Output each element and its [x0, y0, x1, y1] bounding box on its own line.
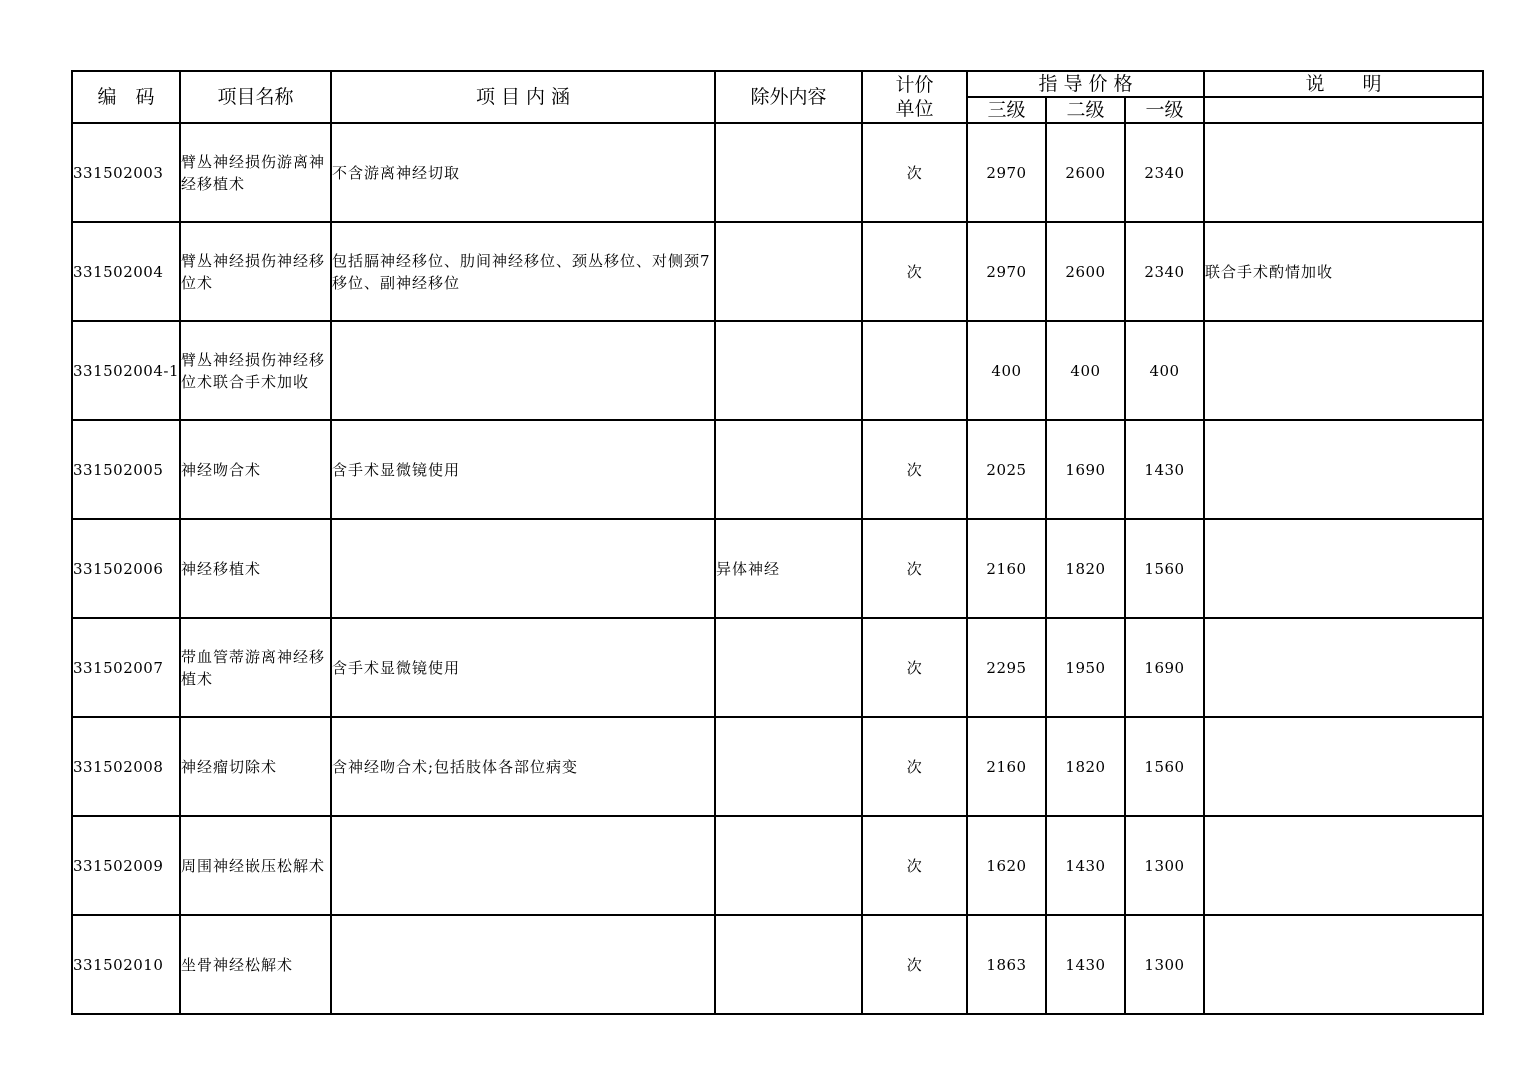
item-content: 包括膈神经移位、肋间神经移位、颈丛移位、对侧颈7移位、副神经移位	[331, 222, 715, 321]
price-level3: 400	[967, 321, 1046, 420]
item-exclusion	[715, 717, 862, 816]
item-code: 331502005	[72, 420, 180, 519]
header-code: 编 码	[72, 71, 180, 123]
item-note	[1204, 420, 1483, 519]
item-name: 神经瘤切除术	[180, 717, 331, 816]
item-unit: 次	[862, 123, 967, 222]
item-content	[331, 321, 715, 420]
price-level1: 2340	[1125, 123, 1204, 222]
price-level2: 2600	[1046, 222, 1125, 321]
table-row	[72, 321, 1483, 420]
item-code: 331502003	[72, 123, 180, 222]
item-unit	[862, 321, 967, 420]
price-table	[71, 70, 1484, 1015]
item-note: 联合手术酌情加收	[1204, 222, 1483, 321]
item-name: 臂丛神经损伤神经移位术	[180, 222, 331, 321]
price-level1: 2340	[1125, 222, 1204, 321]
item-code: 331502007	[72, 618, 180, 717]
price-level3: 2160	[967, 519, 1046, 618]
item-exclusion	[715, 420, 862, 519]
item-content: 含手术显微镜使用	[331, 618, 715, 717]
table-row	[72, 717, 1483, 816]
price-level1: 1690	[1125, 618, 1204, 717]
header-exclusion: 除外内容	[715, 71, 862, 123]
item-code: 331502009	[72, 816, 180, 915]
table-row	[72, 618, 1483, 717]
price-level1: 1430	[1125, 420, 1204, 519]
header-level3: 三级	[967, 97, 1046, 123]
item-unit: 次	[862, 618, 967, 717]
item-code: 331502008	[72, 717, 180, 816]
item-content	[331, 915, 715, 1014]
item-exclusion	[715, 915, 862, 1014]
item-exclusion	[715, 222, 862, 321]
price-level1: 1560	[1125, 519, 1204, 618]
item-code: 331502004	[72, 222, 180, 321]
price-level2: 1950	[1046, 618, 1125, 717]
item-content: 含神经吻合术;包括肢体各部位病变	[331, 717, 715, 816]
table-row	[72, 123, 1483, 222]
item-exclusion: 异体神经	[715, 519, 862, 618]
price-level2: 1430	[1046, 915, 1125, 1014]
item-exclusion	[715, 123, 862, 222]
header-content: 项 目 内 涵	[331, 71, 715, 123]
header-unit-line2: 单位	[895, 98, 934, 120]
item-code: 331502006	[72, 519, 180, 618]
header-name: 项目名称	[180, 71, 331, 123]
item-note	[1204, 915, 1483, 1014]
price-level2: 2600	[1046, 123, 1125, 222]
price-level2: 1430	[1046, 816, 1125, 915]
price-level1: 1560	[1125, 717, 1204, 816]
item-exclusion	[715, 618, 862, 717]
item-note	[1204, 717, 1483, 816]
table-row	[72, 519, 1483, 618]
item-unit: 次	[862, 519, 967, 618]
item-unit: 次	[862, 222, 967, 321]
header-level1: 一级	[1125, 97, 1204, 123]
price-level3: 1620	[967, 816, 1046, 915]
price-level3: 2970	[967, 123, 1046, 222]
table-row	[72, 915, 1483, 1014]
price-level2: 1690	[1046, 420, 1125, 519]
table-row	[72, 816, 1483, 915]
price-level1: 1300	[1125, 915, 1204, 1014]
price-level2: 1820	[1046, 717, 1125, 816]
item-name: 神经移植术	[180, 519, 331, 618]
item-content: 含手术显微镜使用	[331, 420, 715, 519]
header-unit	[862, 71, 967, 123]
header-level2: 二级	[1046, 97, 1125, 123]
price-level3: 2295	[967, 618, 1046, 717]
price-level2: 400	[1046, 321, 1125, 420]
item-note	[1204, 123, 1483, 222]
item-content	[331, 816, 715, 915]
item-unit: 次	[862, 816, 967, 915]
price-level1: 400	[1125, 321, 1204, 420]
item-name: 坐骨神经松解术	[180, 915, 331, 1014]
price-level1: 1300	[1125, 816, 1204, 915]
table-row	[72, 420, 1483, 519]
item-content: 不含游离神经切取	[331, 123, 715, 222]
item-name: 臂丛神经损伤神经移位术联合手术加收	[180, 321, 331, 420]
price-level2: 1820	[1046, 519, 1125, 618]
item-name: 周围神经嵌压松解术	[180, 816, 331, 915]
item-name: 臂丛神经损伤游离神经移植术	[180, 123, 331, 222]
price-level3: 2970	[967, 222, 1046, 321]
table-row	[72, 222, 1483, 321]
header-note: 说 明	[1204, 71, 1483, 97]
item-note	[1204, 816, 1483, 915]
item-unit: 次	[862, 420, 967, 519]
item-code: 331502004-1	[72, 321, 180, 420]
item-code: 331502010	[72, 915, 180, 1014]
header-unit-line1: 计价	[895, 74, 934, 96]
item-unit: 次	[862, 915, 967, 1014]
price-level3: 2025	[967, 420, 1046, 519]
item-name: 带血管蒂游离神经移植术	[180, 618, 331, 717]
item-exclusion	[715, 321, 862, 420]
item-name: 神经吻合术	[180, 420, 331, 519]
item-note	[1204, 519, 1483, 618]
item-note	[1204, 321, 1483, 420]
item-note	[1204, 618, 1483, 717]
price-level3: 2160	[967, 717, 1046, 816]
item-unit: 次	[862, 717, 967, 816]
price-level3: 1863	[967, 915, 1046, 1014]
item-exclusion	[715, 816, 862, 915]
header-note-sub	[1204, 97, 1483, 123]
item-content	[331, 519, 715, 618]
header-guide-price: 指 导 价 格	[967, 71, 1204, 97]
